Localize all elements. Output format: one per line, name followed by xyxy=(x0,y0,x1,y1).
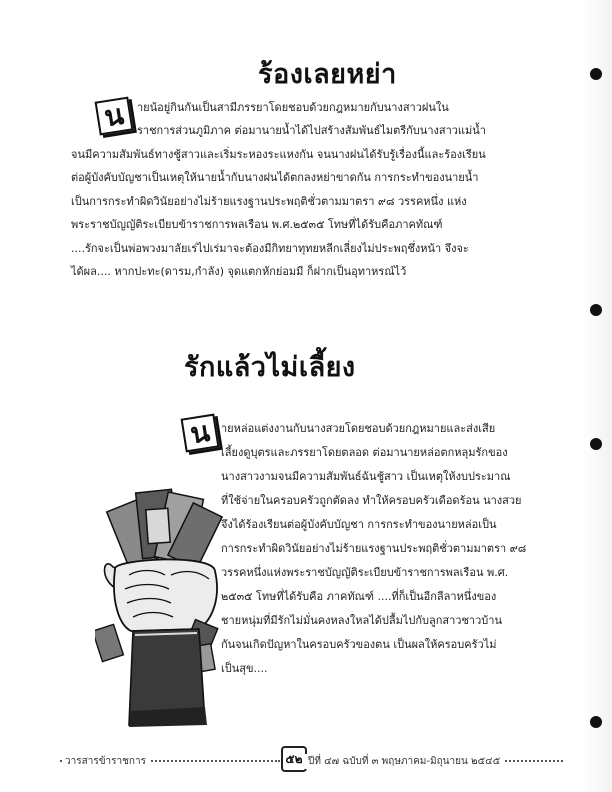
binder-hole-icon xyxy=(590,716,602,728)
page-edge-shadow xyxy=(582,0,612,792)
body-line: กันจนเกิดปัญหาในครอบครัวของตน เป็นผลให้ครอบครัวไม่ xyxy=(221,638,497,651)
body-line: ....รักจะเป็นพ่อพวงมาลัยเร่ไปเร่มาจะต้องมีกิทยาทุทยหลีกเลี่ยงไม่ประพฤชึ่งหน้า จึงจะ xyxy=(71,242,469,255)
body-line: เป็นการกระทำผิดวินัยอย่างไม่ร้ายแรงฐานประพฤติชั่วตามมาตรา ๙๘ วรรคหนึ่ง แห่ง xyxy=(71,195,467,208)
binder-hole-icon xyxy=(590,304,602,316)
drop-cap: น xyxy=(95,97,134,136)
binder-hole-icon xyxy=(590,438,602,450)
fist-holding-money-illustration xyxy=(95,485,230,735)
body-line: จึงได้ร้องเรียนต่อผู้บังคับบัญชา การกระทำของนายหล่อเป็น xyxy=(221,518,497,531)
footer-publication-name: วารสารข้าราชการ xyxy=(62,754,149,769)
binder-hole-icon xyxy=(590,68,602,80)
body-line: จนมีความสัมพันธ์ทางชู้สาวและเริ่มระหองระแหงกัน จนนางฝนได้รับรู้เรื่องนี้และร้องเรียน xyxy=(71,148,486,161)
body-line: นางสาวงามจนมีความสัมพันธ์ฉันชู้สาว เป็นเหตุให้งบประมาณ xyxy=(221,470,511,483)
body-line: ชายหนุ่มที่มีรักไม่มั่นคงหลงใหลได้ปลื้มไปกับลูกสาวชาวบ้าน xyxy=(221,614,502,627)
body-line: ได้ผล.... หากปะทะ(ดารม,กำลัง) จุดแตกหักย่อมมี ก็ฝากเป็นอุทาหรณ์ไว้ xyxy=(71,265,407,278)
footer-issue-info: ปีที่ ๔๗ ฉบับที่ ๓ พฤษภาคม-มิถุนายน ๒๕๔๕ xyxy=(305,754,503,769)
drop-cap: น xyxy=(181,414,220,453)
body-line: ายน้อยู่กินกันเป็นสามีภรรยาโดยชอบด้วยกฎหมายกับนางสาวฝนใน xyxy=(137,101,449,114)
body-line: เป็นสุข.... xyxy=(221,662,268,675)
article-title: รักแล้วไม่เลี้ยง xyxy=(184,352,356,383)
body-line: ายหล่อแต่งงานกับนางสวยโดยชอบด้วยกฎหมายและส่งเสีย xyxy=(221,422,496,435)
body-line: วรรคหนึ่งแห่งพระราชบัญญัติระเบียบข้าราชการพลเรือน พ.ศ. xyxy=(221,566,509,579)
page-number: ๕๒ xyxy=(281,746,307,772)
body-line: การกระทำผิดวินัยอย่างไม่ร้ายแรงฐานประพฤติชั่วตามมาตรา ๙๘ xyxy=(221,542,527,555)
body-line: พระราชบัญญัติระเบียบข้าราชการพลเรือน พ.ศ.๒๕๓๕ โทษที่ได้รับคือภาคทัณฑ์ xyxy=(71,218,443,231)
body-line: ที่ใช้จ่ายในครอบครัวถูกตัดลง ทำให้ครอบครัวเดือดร้อน นางสวย xyxy=(221,494,522,507)
body-line: ต่อผู้บังคับบัญชาเป็นเหตุให้นายน้ำกับนางฝนได้ตกลงหย่าขาดกัน การกระทำของนายน้ำ xyxy=(71,171,479,184)
body-line: ราชการส่วนภูมิภาค ต่อมานายน้ำได้ไปสร้างสัมพันธ์ไมตรีกับนางสาวแม่น้ำ xyxy=(137,124,486,137)
article-title: ร้องเลยหย่า xyxy=(258,59,397,90)
body-line: เลี้ยงดูบุตรและภรรยาโดยตลอด ต่อมานายหล่อตกหลุมรักของ xyxy=(221,446,508,459)
body-line: ๒๕๓๕ โทษที่ได้รับคือ ภาคทัณฑ์ ....ที่ก็เป็นอีกลีลาหนึ่งของ xyxy=(221,590,497,603)
